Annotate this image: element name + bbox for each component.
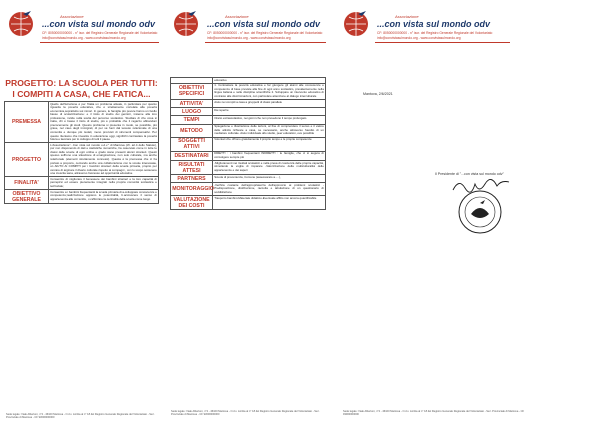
header-rule bbox=[40, 42, 159, 43]
table-row bbox=[171, 137, 326, 151]
table-row bbox=[5, 143, 159, 177]
document-date: Mantova, 2/6/2021 bbox=[363, 92, 393, 96]
document-page-1 bbox=[0, 0, 163, 434]
row-text: Aiuto nei compiti a casa a gruppetti di classi parallele bbox=[213, 100, 326, 108]
document-page-3 bbox=[333, 0, 600, 434]
row-label: OBIETTIVI SPECIFICI bbox=[171, 83, 213, 99]
row-text: Orario extrascolastico, nei giorni che non prevedono il tempo prolungato bbox=[213, 116, 326, 124]
table-row bbox=[171, 108, 326, 116]
row-text: Da reperire bbox=[213, 108, 326, 116]
project-title-line-1: PROGETTO: LA SCUOLA PER TUTTI: bbox=[5, 78, 158, 88]
row-label: LUOGO bbox=[171, 108, 213, 116]
row-label: PARTNERS bbox=[171, 175, 213, 183]
project-table-page-2 bbox=[170, 77, 326, 210]
row-label: TEMPI bbox=[171, 116, 213, 124]
row-text: Consentire a i bambini frequentanti la scuola primaria di a-sviluppare conoscenze e competenze;realizzazione appieno le potenzialità, b.accrescere il senso di appartenenza alle comunità , c-rafforzare la centralità della scuola come luogo bbox=[49, 190, 159, 204]
row-label: DESTINATARI bbox=[171, 151, 213, 160]
row-text: Trasporto bambini-Materiale didattico-Eventuale affitto non ancora quantificabile bbox=[213, 196, 326, 210]
letterhead bbox=[165, 0, 330, 62]
table-row bbox=[171, 100, 326, 108]
table-row bbox=[171, 116, 326, 124]
table-row bbox=[5, 190, 159, 204]
row-text: educativo bbox=[213, 78, 326, 84]
table-row bbox=[171, 160, 326, 174]
org-name: ...con vista sul mondo odv bbox=[42, 19, 156, 29]
row-label: PROGETTO bbox=[5, 143, 49, 177]
row-text: DIRETTI : i bambini frequentanti INDIRETTI : le famiglie, che ci si augura di coinvolgere sempre più bbox=[214, 151, 324, 159]
page-footer: Sede legale: Viale Albertoni, n°2 - 46100 Mantova - O.d.v. iscritta al n° 18 del Registro Generale Regionale del Volontariato - Sez. Provinciale di Mantova - CF 93000000000 bbox=[171, 410, 320, 417]
table-row bbox=[171, 124, 326, 137]
letterhead bbox=[0, 0, 163, 62]
row-label: OBIETTIVO GENERALE bbox=[5, 190, 49, 204]
table-row bbox=[171, 183, 326, 196]
row-text: -Verifica costante dell'appropriatezza dell'approccio ai problemi scolastici -Predisposizione, distribuzione, raccolta e tabulazione di un questionario di soddisfazione bbox=[214, 182, 324, 195]
row-text: Consentire di migliorare il benessere dei bambini stranieri e la loro capacità di percepirsi ed essere pienamente integrati nella propria comunità scolastica e territoriale; bbox=[50, 176, 157, 188]
row-label: METODO bbox=[171, 124, 213, 137]
row-label: FINALITA' bbox=[5, 177, 49, 190]
project-table-page-1 bbox=[4, 101, 159, 204]
page-footer: Sede legale: Viale Albertoni, n°2 - 46100 Mantova - O.d.v. iscritta al n° 18 del Registro Generale Regionale del Volontariato - Sez. Provinciale di Mantova - CF 93000000000 bbox=[6, 413, 155, 420]
row-text: -Miglioramenti nei risultati scolastici e nella presa di coscienza delle proprie capacità, stimolando la voglia di imparare -Valorizzazione della multiculturalità delle appartenenze e dei saperi bbox=[213, 160, 326, 174]
row-text: 1. Contrastare la povertà educativa e far giungere gli alunni alle conoscenze e competenze di base previste alla fine di ogni anno scolastico, prevalentemente nella lingua italiana e nelle discipline scientifiche 2. Sviluppare un intervento educativo di contrasto alle discriminazioni, con particolare attenzione al dialogo interculturale bbox=[214, 83, 324, 98]
table-row bbox=[171, 175, 326, 183]
letterhead bbox=[333, 0, 600, 62]
table-row bbox=[5, 102, 159, 143]
org-registry-line: CF: 8050000000000 - n° iscr. del Registro Generale Regionale del Volontariato bbox=[207, 31, 323, 35]
row-label: RISULTATI ATTESI bbox=[171, 160, 213, 174]
row-label: SOGGETTI ATTIVI bbox=[171, 137, 213, 151]
org-association-label: Associazione bbox=[395, 14, 419, 19]
table-row bbox=[171, 151, 326, 160]
signature-label: Il Presidente di "...con vista sul mondo odv" bbox=[435, 172, 504, 176]
org-name: ...con vista sul mondo odv bbox=[207, 19, 321, 29]
table-row bbox=[5, 177, 159, 190]
page-footer: Sede legale: Viale Albertoni, n°2 - 46100 Mantova - O.d.v. iscritta al n° 18 del Registro Generale Regionale del Volontariato - Sez. Provinciale di Mantova - CF 93000000000 bbox=[343, 410, 525, 417]
row-text: L'Associazione"...Con vista sul mondo o.d.v." di Mantova (cfr. art.4 dello Statuto), pur non disponendo di dati e statistiche numeriche, ha osservato come in tutte le classi delle scuole di ogni ordine e grado siano presenti alunni stranieri. Questi spesso soffrono una situazione di emarginazione, non solo culturale, ma anche relazionale (elementi strettamente connessi). Questa è la premessa che ci ha portato a proporre, cercando anche una collaborazione con le scuole interessate, un AIUTO AI COMPITI per i bambini stranieri della scuola primaria, proprio per cercare di arginare il divario culturale rispetto ai compagni , con lo scopo sostenere una crescita sana, attraverso l'accesso ad opportunità educative bbox=[50, 142, 157, 176]
header-rule bbox=[375, 42, 510, 43]
org-contact-line: info@convistasulmondo.org - www.convistasulmondo.org bbox=[42, 36, 126, 40]
globe-bird-logo-icon bbox=[6, 8, 36, 38]
org-name: ...con vista sul mondo odv bbox=[377, 19, 491, 29]
globe-bird-logo-icon bbox=[171, 8, 201, 38]
row-label: MONITORAGGIO bbox=[171, 183, 213, 196]
row-label: ATTIVITA' bbox=[171, 100, 213, 108]
row-text: Volontari che offrono gratuitamente il proprio tempo e le proprie competenze bbox=[213, 137, 326, 151]
org-contact-line: info@convistasulmondo.org - www.convistasulmondo.org bbox=[377, 36, 461, 40]
org-association-label: Associazione bbox=[225, 14, 249, 19]
table-row bbox=[171, 196, 326, 210]
association-stamp-icon bbox=[457, 189, 503, 235]
org-association-label: Associazione bbox=[60, 14, 84, 19]
row-text: Quello dell'istruzione è per l'Italia un problema attuale, in particolare per quanto riguarda la povertà educativa, che è strettamente correlata alla povertà economica,soprattutto sui minori. In genere, le famiglie più povere hanno un livello basso di scolarizzazione: e il titolo di studio dei genitori, insieme alla loro professione, incide sulla scelta del percorso scolastico. Studiare di che cosa si tratta, chi è basso il titolo di studio, più è probabile che il ragazzo abbandoni precocemente gli studi. Questo problema si presenta in modo, se possibile, più grave, nel caso degli immigrati, di per sé fuori dal tessuto relazionale di una comunità e dunque più isolati, meno provvisti di strumenti compensativi. Per questo riteniamo che investire in educazione oggi, significhi contrastare la povertà futura e lavorare per lo sviluppo di tutti il paese. bbox=[50, 101, 157, 142]
row-label: PREMESSA bbox=[5, 102, 49, 143]
org-registry-line: CF: 8050000000000 - n° iscr. del Registro Generale Regionale del Volontariato bbox=[42, 31, 158, 35]
document-page-2 bbox=[165, 0, 330, 434]
org-contact-line: info@convistasulmondo.org - www.convistasulmondo.org bbox=[207, 36, 291, 40]
globe-bird-logo-icon bbox=[341, 8, 371, 38]
org-registry-line: CF: 8050000000000 - n° iscr. del Registro Generale Regionale del Volontariato bbox=[377, 31, 493, 35]
table-row bbox=[171, 83, 326, 99]
project-title-line-2: I COMPITI A CASA, CHE FATICA... bbox=[12, 89, 151, 99]
row-text: Spiegazione e illustrazione delle lezioni, al fine di comprendere il senso e il valore delle attività richieste a casa, se necessario, anche attraverso l'ausilio di un mediatore culturale. Aiuto individuale allo studio, peer education, ove possibile bbox=[214, 124, 324, 136]
row-text: Scuola di provenienza, Comune (assessorato a.....), bbox=[213, 175, 326, 183]
header-rule bbox=[205, 42, 326, 43]
row-label: VALUTAZIONE DEI COSTI bbox=[171, 196, 213, 210]
